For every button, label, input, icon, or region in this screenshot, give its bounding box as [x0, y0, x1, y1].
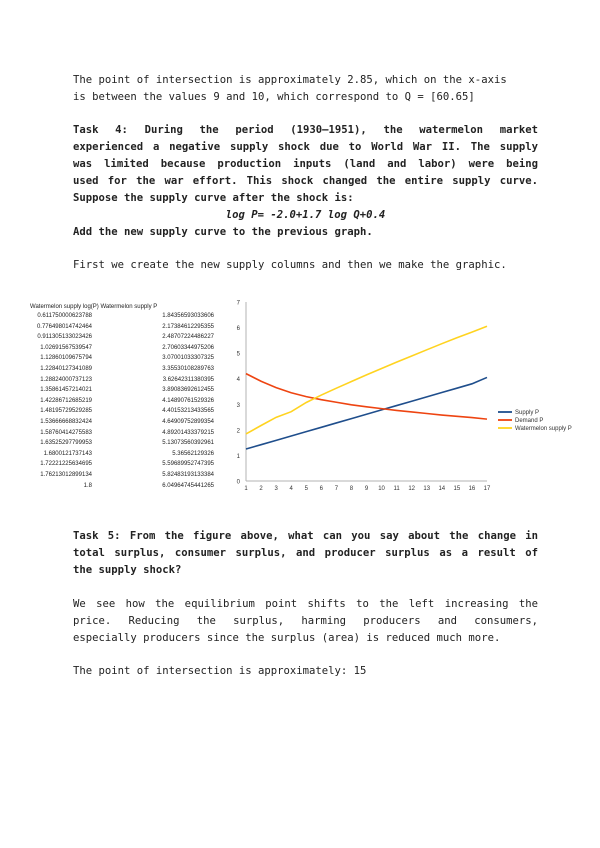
- x-tick-label: 14: [438, 486, 446, 492]
- table-cell-logp: 1.72221225634695: [40, 461, 92, 468]
- table-cell-logp: 1.28824000737123: [40, 376, 92, 383]
- table-cell-p: 2.48707224486227: [162, 334, 214, 341]
- x-tick-label: 6: [319, 486, 323, 492]
- x-tick-label: 15: [453, 486, 461, 492]
- x-tick-label: 11: [393, 486, 400, 492]
- formula: log P= -2.0+1.7 log Q+0.4: [225, 209, 386, 221]
- text-line: experienced a negative supply shock due to World War II. The supply: [73, 141, 538, 153]
- paragraph-intersection: [73, 72, 538, 106]
- series-line: [246, 374, 487, 420]
- table-cell-p: 5.36562129326: [172, 450, 214, 457]
- y-tick-label: 7: [236, 300, 240, 307]
- table-cell-p: 2.70603344975206: [162, 344, 214, 351]
- table-cell-p: 5.59689952747395: [162, 461, 214, 468]
- table-cell-logp: 0.776498014742464: [36, 323, 92, 330]
- y-tick-label: 6: [236, 326, 240, 333]
- table-cell-p: 4.14890761529326: [162, 397, 214, 404]
- text-line: was limited because production inputs (land and labor) were being: [73, 158, 538, 170]
- table-cell-logp: 1.6800121737143: [43, 450, 92, 457]
- table-cell-p: 6.04964745441265: [162, 482, 214, 489]
- text-line: especially producers since the surplus (area) is reduced much more.: [73, 632, 501, 644]
- table-header: Watermelon supply log(P) Watermelon supply P: [30, 304, 158, 310]
- table-cell-logp: 1.12860109675794: [40, 355, 92, 362]
- text-line: price. Reducing the surplus, harming producers and consumers,: [73, 615, 538, 627]
- table-cell-p: 2.17384612295355: [162, 323, 214, 330]
- table-cell-p: 3.62642311380395: [162, 376, 214, 383]
- table-cell-p: 3.35530108289763: [162, 366, 214, 372]
- paragraph-create-columns: First we create the new supply columns and then we make the graphic.: [73, 259, 507, 271]
- paragraph-final-intersection: The point of intersection is approximately: 15: [73, 665, 367, 677]
- table-cell-logp: 1.22840127341089: [40, 366, 92, 372]
- table-cell-logp: 0.911305133023426: [37, 334, 92, 341]
- series-line: [246, 326, 487, 434]
- x-tick-label: 2: [259, 486, 263, 492]
- text-line: is between the values 9 and 10, which correspond to Q = [60.65]: [73, 91, 475, 103]
- task4-block: [73, 122, 538, 241]
- legend-label: Watermelon supply P: [515, 426, 572, 432]
- table-cell-logp: 1.42286712685219: [40, 397, 92, 404]
- y-tick-label: 5: [236, 351, 240, 358]
- table-cell-p: 4.89201433379215: [162, 429, 214, 436]
- text-line: Add the new supply curve to the previous graph.: [73, 226, 373, 238]
- table-cell-logp: 1.58760414275583: [40, 429, 92, 436]
- x-tick-label: 10: [378, 486, 385, 492]
- x-tick-label: 4: [289, 486, 293, 492]
- x-tick-label: 17: [483, 486, 491, 492]
- table-cell-logp: 1.48195729529285: [40, 408, 92, 415]
- text-line: used for the war effort. This shock changed the entire supply curve.: [73, 175, 538, 187]
- text-line: The point of intersection is approximately 2.85, which on the x-axis: [73, 74, 507, 86]
- x-tick-label: 5: [304, 486, 308, 492]
- x-tick-label: 12: [408, 486, 416, 492]
- spreadsheet-figure: [30, 296, 590, 498]
- series-line: [246, 377, 487, 449]
- table-cell-p: 5.13073560392961: [162, 440, 214, 447]
- table-cell-p: 4.40153213433565: [162, 408, 214, 415]
- text-line: Task 5: From the figure above, what can you say about the change in: [73, 530, 538, 542]
- x-tick-label: 16: [468, 486, 476, 492]
- table-cell-p: 1.84356593033606: [162, 313, 214, 319]
- line-chart: [230, 296, 590, 498]
- table-cell-p: 3.89083692612455: [162, 387, 214, 394]
- table-cell-logp: 1.02691567539547: [40, 344, 92, 351]
- table-cell-p: 3.07001033307325: [162, 355, 214, 362]
- task5-block: [73, 528, 538, 579]
- y-tick-label: 0: [236, 479, 240, 486]
- x-tick-label: 7: [334, 486, 339, 492]
- y-tick-label: 3: [236, 402, 240, 409]
- text-line: Suppose the supply curve after the shock is:: [73, 192, 354, 204]
- text-line: Task 4: During the period (1930–1951), the watermelon market: [73, 124, 538, 136]
- table-cell-p: 5.82483193133384: [162, 472, 214, 478]
- x-tick-label: 3: [274, 486, 278, 492]
- x-tick-label: 9: [364, 486, 369, 492]
- table-cell-logp: 1.76213012899134: [40, 472, 92, 478]
- table-cell-logp: 1.35861457214021: [40, 387, 92, 394]
- table-cell-logp: 1.8: [83, 482, 92, 489]
- table-cell-logp: 1.63525297799953: [40, 440, 92, 447]
- table-cell-p: 4.64909752899354: [162, 419, 214, 425]
- legend-label: Demand P: [515, 418, 544, 424]
- y-tick-label: 1: [236, 453, 240, 460]
- legend-label: Supply P: [515, 410, 540, 416]
- table-cell-logp: 0.611750000623788: [37, 313, 92, 319]
- paragraph-conclusion: [73, 596, 538, 647]
- y-tick-label: 2: [236, 428, 240, 435]
- table-cell-logp: 1.53666668832424: [40, 419, 92, 425]
- x-tick-label: 13: [423, 486, 431, 492]
- text-line: We see how the equilibrium point shifts to the left increasing the: [73, 598, 538, 610]
- text-line: the supply shock?: [73, 564, 182, 576]
- x-tick-label: 8: [349, 486, 354, 492]
- text-line: total surplus, consumer surplus, and producer surplus as a result of: [73, 547, 538, 559]
- y-tick-label: 4: [236, 377, 240, 384]
- x-tick-label: 1: [244, 486, 248, 492]
